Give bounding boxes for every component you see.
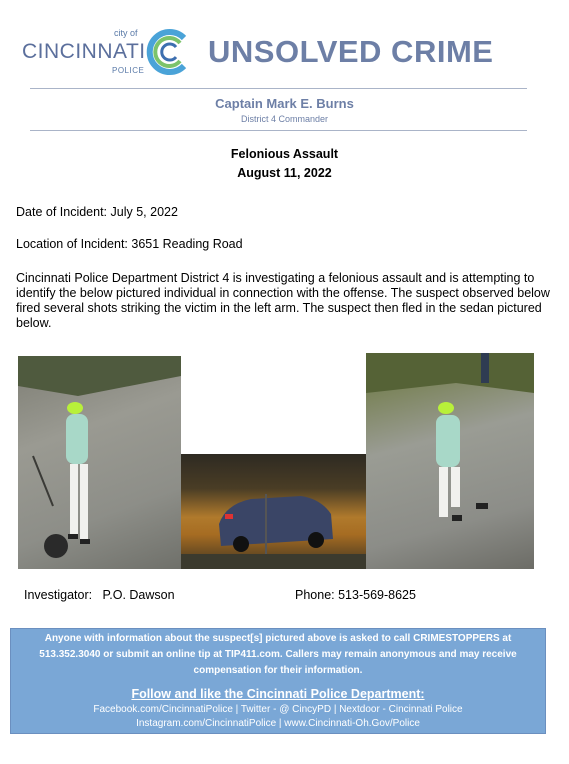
phone-number: 513-569-8625 xyxy=(338,588,416,602)
crime-type: Felonious Assault xyxy=(230,147,339,161)
commander-role: District 4 Commander xyxy=(240,114,329,124)
page-title: UNSOLVED CRIME xyxy=(208,34,494,69)
logo-c-mark-icon xyxy=(144,28,190,76)
divider-top xyxy=(30,88,527,89)
social-links-line-2[interactable]: Instagram.com/CincinnatiPolice | www.Cincinnati-Oh.Gov/Police xyxy=(136,718,420,729)
suspect-figure-2 xyxy=(366,353,534,569)
follow-heading: Follow and like the Cincinnati Police Department: xyxy=(131,687,425,701)
incident-date-label: Date of Incident: xyxy=(16,205,108,219)
crimestoppers-text: Anyone with information about the suspect[s] pictured above is asked to call CRIMESTOPPERS at 513.352.3040 or submit an online tip at TIP411.com. Callers may remain anonymous and may receive compensation for their information. xyxy=(39,633,517,676)
suspect-photo-1 xyxy=(18,356,181,569)
social-links-line-1[interactable]: Facebook.com/CincinnatiPolice | Twitter - @ CincyPD | Nextdoor - Cincinnati Police xyxy=(93,704,463,715)
logo-wordmark: CINCINNATI xyxy=(22,40,146,63)
incident-date-line xyxy=(16,205,178,219)
investigator-name: P.O. Dawson xyxy=(102,588,175,602)
vehicle-photo xyxy=(181,454,366,569)
suspect-vehicle xyxy=(181,454,366,569)
phone-line xyxy=(295,588,416,602)
location-label: Location of Incident: xyxy=(16,237,128,251)
phone-label: Phone: xyxy=(295,588,335,602)
logo-police: POLICE xyxy=(112,66,145,75)
suspect-photo-2 xyxy=(366,353,534,569)
incident-date-value: July 5, 2022 xyxy=(110,205,178,219)
commander-name: Captain Mark E. Burns xyxy=(215,96,354,111)
cincinnati-police-logo xyxy=(22,26,192,80)
incident-description: Cincinnati Police Department District 4 is investigating a felonious assault and is attempting to identify the below pictured individual in connection with the offense. The suspect observed below fired several shots striking the victim in the left arm. The suspect then fled in the sedan pictured below. xyxy=(16,271,550,330)
suspect-figure-1 xyxy=(18,356,181,569)
investigator-label: Investigator: xyxy=(24,588,93,602)
crime-date: August 11, 2022 xyxy=(237,166,332,180)
incident-location-line xyxy=(16,237,243,251)
location-value: 3651 Reading Road xyxy=(131,237,243,251)
logo-city-of: city of xyxy=(114,28,138,38)
divider-bottom xyxy=(30,130,527,131)
investigator-line xyxy=(24,588,175,602)
crimestoppers-box xyxy=(10,628,546,734)
